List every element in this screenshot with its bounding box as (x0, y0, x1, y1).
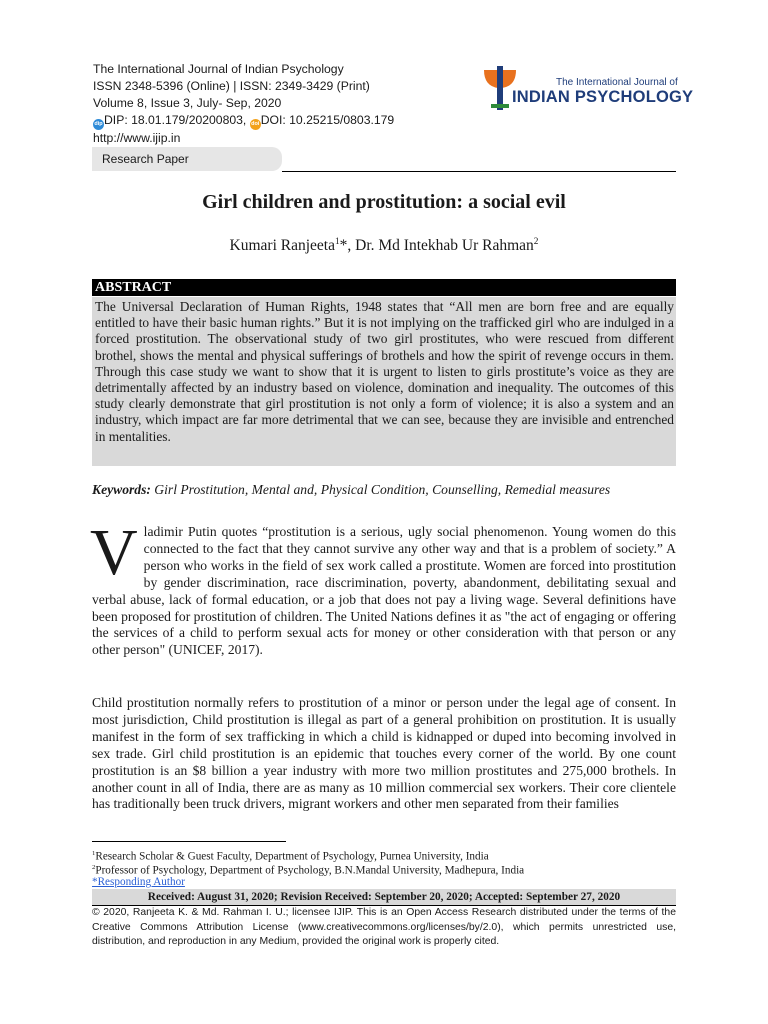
author-separator: *, (339, 237, 356, 255)
footnote-2-marker: 2 (92, 864, 96, 871)
dip-icon: dip (93, 119, 104, 130)
author-1-affiliation: 1 (334, 237, 340, 247)
journal-logo (480, 64, 694, 112)
paper-title: Girl children and prostitution: a social evil (202, 191, 566, 213)
volume-issue: Volume 8, Issue 3, July- Sep, 2020 (93, 96, 282, 110)
doi-icon: doi (250, 119, 261, 130)
dip-doi-line (93, 112, 394, 130)
issn: ISSN 2348-5396 (Online) | ISSN: 2349-3429 (Print) (93, 79, 370, 93)
responding-author-link[interactable]: *Responding Author (92, 876, 185, 888)
footnote-1-marker: 1 (92, 850, 96, 857)
abstract-heading: ABSTRACT (92, 279, 676, 296)
doi-number: DOI: 10.25215/0803.179 (260, 113, 395, 127)
header-divider (282, 171, 676, 172)
keywords-list: Girl Prostitution, Mental and, Physical Condition, Counselling, Remedial measures (150, 482, 611, 497)
body-paragraph-2: Child prostitution normally refers to prostitution of a minor or person under the legal age of consent. In most jurisdiction, Child prostitution is illegal as part of a general prohibition on prostitution. It is usually manifest in the form of sex trafficking in which a child is kidnapped or duped into becoming involved in sex trade. Girl child prostitution is an epidemic that touches every corner of the world. By one count prostitution is an $8 billion a year industry with more two million prostitutes and 275,000 brothels. In another count in all of India, there are as many as 10 million commercial sex workers. Their core clientele has traditionally been truck drivers, migrant workers and other men separated from their families (92, 695, 676, 812)
body-paragraph-1 (90, 516, 676, 659)
dropcap: V (90, 516, 138, 589)
dip-number: DIP: 18.01.179/20200803, (104, 113, 247, 127)
logo-title: INDIAN PSYCHOLOGY (512, 88, 694, 106)
journal-name: The International Journal of Indian Psychology (93, 62, 344, 76)
footnote-2-text: Professor of Psychology, Department of Psychology, B.N.Mandal University, Madhepura, India (95, 864, 525, 877)
journal-url[interactable]: http://www.ijip.in (93, 131, 181, 145)
journal-header-info (93, 61, 394, 147)
author-2-affiliation: 2 (533, 237, 539, 247)
footnote-divider (92, 841, 286, 842)
received-dates: Received: August 31, 2020; Revision Received: September 20, 2020; Accepted: September 27, 2020 (92, 889, 676, 905)
paragraph-1-text: ladimir Putin quotes “prostitution is a serious, ugly social phenomenon. Young women do this connected to the fact that they cannot survive any other way and that is a problem of society.” A person who works in the field of sex work called a prostitute. Women are forced into prostitution by gender discrimination, race discrimination, poverty, abandonment, debilitating sexual and verbal abuse, lack of formal education, or a job that does not pay a living wage. Several definitions have been proposed for prostitution of children. The United Nations defines it as "the act of engaging or offering the services of a child to perform sexual acts for money or other consideration with that person or any other person" (UNICEF, 2017). (92, 524, 676, 658)
keywords (92, 481, 676, 498)
logo-subtitle: The International Journal of (556, 77, 678, 88)
footnote-1-text: Research Scholar & Guest Faculty, Department of Psychology, Purnea University, India (95, 850, 489, 863)
article-type-tag (92, 147, 282, 171)
license-notice: © 2020, Ranjeeta K. & Md. Rahman I. U.; licensee IJIP. This is an Open Access Research distributed under the terms of the Creative Commons Attribution License (www.creativecommons.org/licenses/by/2.0), which permits unrestricted use, distribution, and reproduction in any Medium, provided the original work is properly cited. (92, 907, 676, 948)
article-type-label: Research Paper (102, 152, 189, 166)
keywords-label: Keywords: (92, 482, 151, 497)
author-list (92, 237, 676, 255)
abstract-text: The Universal Declaration of Human Rights, 1948 states that “All men are born free and are equally entitled to have their basic human rights.” But it is not implying on the trafficked girl who are indulged in a forced prostitution. The observational study of two girl prostitutes, who were rescued from different brothel, shows the mental and physical sufferings of brothels and how the spirit of revenge occurs in them. Through this case study we want to show that it is urgent to listen to girls prostitute’s voice as they are detrimentally affected by an industry based on violence, domination and inequality. The outcomes of this study clearly demonstrate that girl prostitution is not only a form of violence; it is also a system and an industry, which impact are far more detrimental that we can see, because they are invisible and entrenched in mentalities. (92, 297, 676, 466)
author-2: Dr. Md Intekhab Ur Rahman (355, 237, 534, 255)
author-1: Kumari Ranjeeta (229, 237, 335, 255)
